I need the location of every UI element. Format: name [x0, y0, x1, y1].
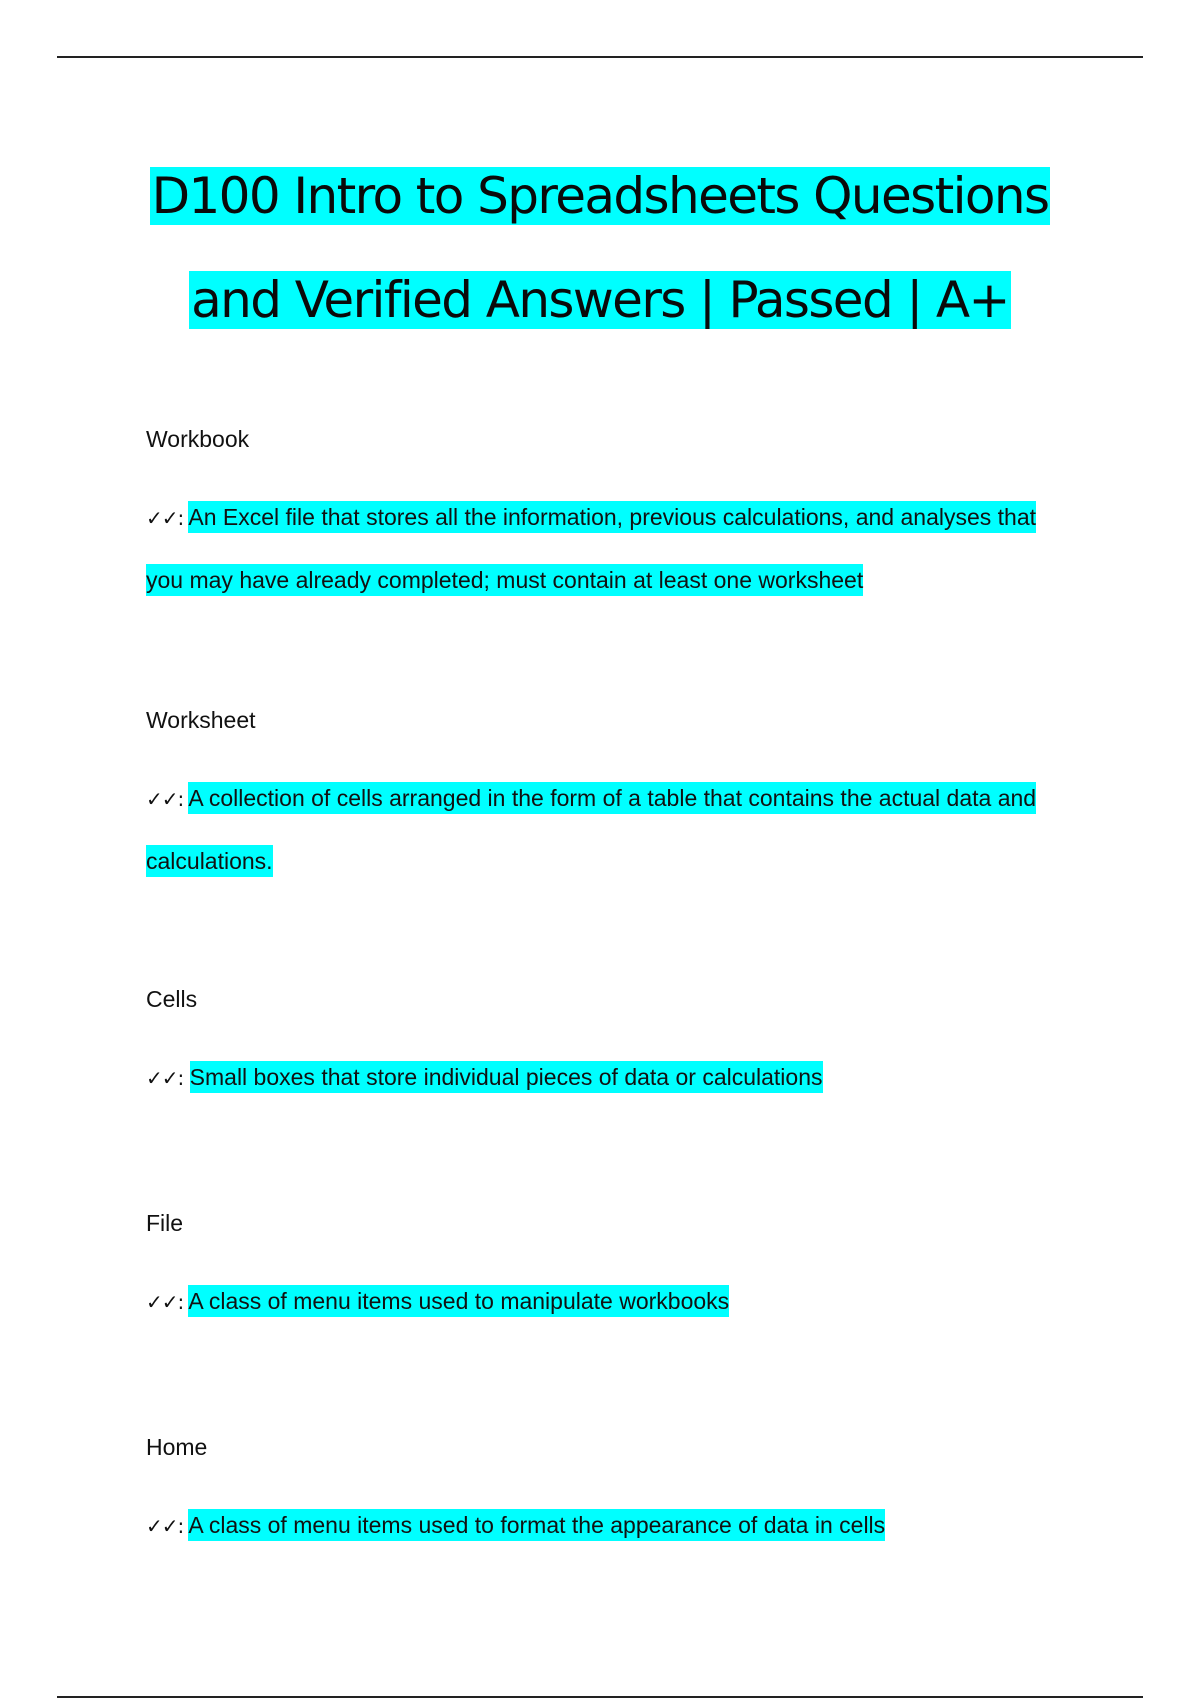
- definition-text: [146, 486, 1046, 611]
- definition-highlight: An Excel file that stores all the information, previous calculations, and analyses that you may have already completed; must contain at least one worksheet: [146, 501, 1036, 596]
- check-mark-icon: ✓✓:: [146, 506, 184, 530]
- definition-text: [146, 1494, 1046, 1557]
- definition-text: [146, 1046, 1046, 1109]
- definition-text: [146, 767, 1046, 892]
- header-rule: [57, 56, 1143, 58]
- definition-highlight: A collection of cells arranged in the form of a table that contains the actual data and calculations.: [146, 782, 1036, 877]
- definition-highlight: A class of menu items used to format the appearance of data in cells: [188, 1509, 885, 1541]
- term-label: Cells: [146, 986, 198, 1012]
- check-mark-icon: ✓✓:: [146, 1514, 184, 1538]
- document-title: [100, 144, 1100, 352]
- term-label: Home: [146, 1434, 208, 1460]
- definition-text: [146, 1270, 1046, 1333]
- definition-highlight: A class of menu items used to manipulate workbooks: [188, 1285, 729, 1317]
- term-label: Worksheet: [146, 707, 256, 733]
- check-mark-icon: ✓✓:: [146, 787, 184, 811]
- check-mark-icon: ✓✓:: [146, 1066, 184, 1090]
- check-mark-icon: ✓✓:: [146, 1290, 184, 1314]
- title-highlight: D100 Intro to Spreadsheets Questions and Verified Answers | Passed | A+: [151, 167, 1049, 329]
- term-label: File: [146, 1210, 184, 1236]
- definition-highlight: Small boxes that store individual pieces of data or calculations: [190, 1061, 823, 1093]
- footer-rule: [57, 1696, 1143, 1698]
- term-label: Workbook: [146, 426, 250, 452]
